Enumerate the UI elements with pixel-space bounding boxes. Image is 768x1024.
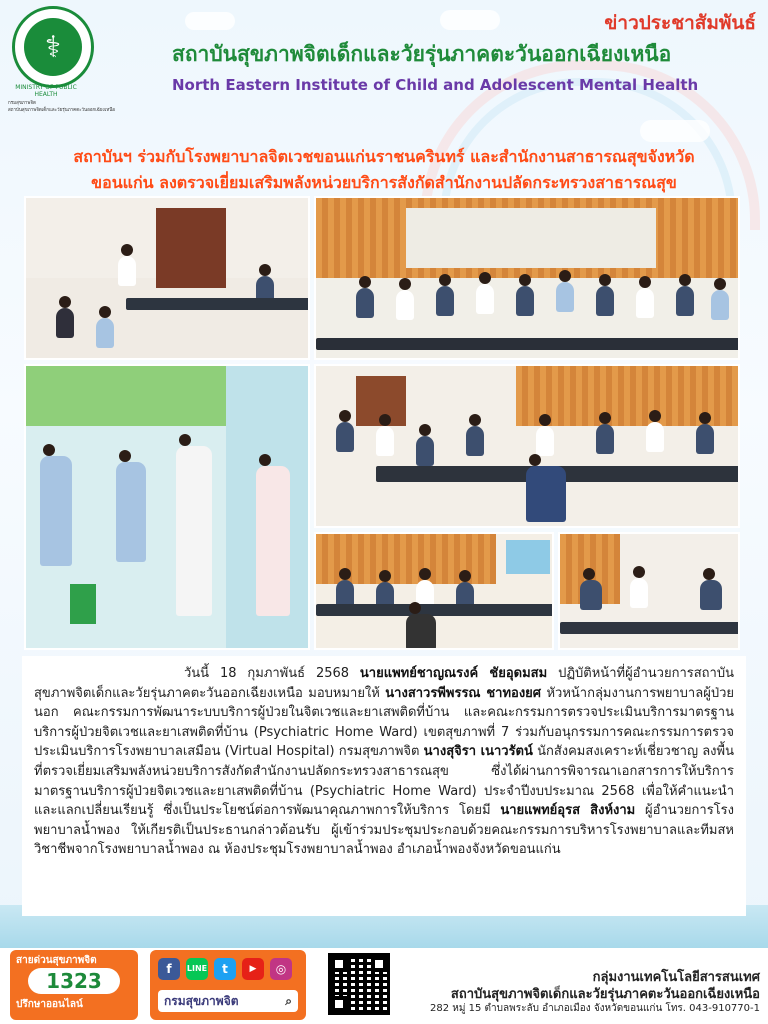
institute-name-th: สถาบันสุขภาพจิตเด็กและวัยรุ่นภาคตะวันออกเฉียงเหนือ: [172, 42, 672, 66]
hotline-number: 1323: [28, 968, 120, 994]
hotline-label: สายด่วนสุขภาพจิต: [16, 955, 97, 966]
logo-caption: [8, 100, 118, 114]
institute-name-en: North Eastern Institute of Child and Adolescent Mental Health: [172, 76, 699, 94]
headline-line-2: ขอนแก่น ลงตรวจเยี่ยมเสริมพลังหน่วยบริการสังกัดสำนักงานปลัดกระทรวงสาธารณสุข: [91, 173, 677, 192]
background-cloud: [440, 10, 500, 30]
background-cloud: [640, 120, 710, 142]
logo-caption-line: กรมสุขภาพจิต: [8, 101, 36, 106]
background-cloud: [185, 12, 235, 30]
qr-finder: [331, 956, 347, 972]
qr-finder: [371, 956, 387, 972]
hotline-banner[interactable]: [10, 950, 138, 1020]
pr-label: ข่าวประชาสัมพันธ์: [604, 12, 756, 34]
person-name: นายแพทย์ชาญณรงค์ ชัยอุดมสม: [359, 666, 548, 681]
hotline-online-label: ปรึกษาออนไลน์: [16, 999, 83, 1010]
photo-group-hearts: [314, 196, 740, 360]
footer-address: 282 หมู่ 15 ตำบลพระลับ อำเภอเมือง จังหวัดขอนแก่น โทร. 043-910770-1: [430, 1003, 760, 1014]
article-text: ปฏิบัติหน้าที่ผู้อำนวยการสถาบันสุขภาพจิตเด็กและวัยรุ่นภาคตะวันออกเฉียงเหนือ มอบหมายให้: [34, 666, 734, 701]
ministry-logo: [12, 6, 94, 88]
photo-meeting-room-2: [314, 364, 740, 528]
article-text: ผู้อำนวยการโรงพยาบาลน้ำพอง ให้เกียรติเป็นประธานกล่าวต้อนรับ ผู้เข้าร่วมประชุมประกอบด้วยคณะกรรมการบริหารโรงพยาบาลและทีมสหวิชาชีพจากโรงพยาบาลน้ำพอง ณ ห้องประชุมโรงพยาบาลน้ำพอง อำเภอน้ำพองจังหวัดขอนแก่น: [34, 803, 734, 858]
logo-caption-line: สถาบันสุขภาพจิตเด็กและวัยรุ่นภาคตะวันออกเฉียงเหนือ: [8, 108, 115, 113]
search-label: กรมสุขภาพจิต: [164, 994, 239, 1008]
qr-finder: [331, 996, 347, 1012]
photo-meeting-room-1: [24, 196, 310, 360]
line-icon[interactable]: LINE: [186, 958, 208, 980]
article-body: [22, 656, 746, 916]
person-name: นางสาวรพีพรรณ ชาทองยศ: [385, 685, 542, 701]
caduceus-icon: ⚕: [24, 18, 82, 76]
person-name: นางสุจิรา เนาวรัตน์: [423, 744, 533, 760]
article-text: นักสังคมสงเคราะห์เชี่ยวชาญ ลงพื้นที่ตรวจเยี่ยมเสริมพลังหน่วยบริการสังกัดสำนักงานปลัดกระทรวงสาธารณสุข ซึ่งได้ผ่านการพิจารณาเอกสารการให้บริการมาตรฐานบริการผู้ป่วยจิตเวชและยาเสพติดที่บ้าน (Psychiatric Home Ward) ประจำปีงบประมาณ 2568 เพื่อให้คำแนะนำและแลกเปลี่ยนเรียนรู้ ซึ่งเป็นประโยชน์ต่อการพัฒนาคุณภาพการให้บริการ โดยมี: [34, 744, 734, 819]
photo-meeting-room-3: [314, 532, 554, 650]
search-icon: ⌕: [285, 994, 292, 1008]
footer-department: กลุ่มงานเทคโนโลยีสารสนเทศ: [592, 970, 760, 985]
social-banner: [150, 950, 306, 1020]
photo-meeting-room-4: [558, 532, 740, 650]
logo-ring-text: MINISTRY OF PUBLIC HEALTH: [15, 84, 77, 98]
headline: [0, 144, 768, 196]
article-text: วันนี้ 18 กุมภาพันธ์ 2568: [184, 666, 360, 681]
footer-institute: สถาบันสุขภาพจิตเด็กและวัยรุ่นภาคตะวันออกเฉียงเหนือ: [450, 987, 760, 1002]
search-box[interactable]: [158, 990, 298, 1012]
twitter-icon[interactable]: t: [214, 958, 236, 980]
facebook-icon[interactable]: f: [158, 958, 180, 980]
article-text: หัวหน้ากลุ่มงานการพยาบาลผู้ป่วยนอก คณะกรรมการพัฒนาระบบบริการผู้ป่วยในจิตเวชและยาเสพติดที่บ้าน และคณะกรรมการตรวจประเมินบริการมาตรฐานบริการผู้ป่วยจิตเวชและยาเสพติดที่บ้าน (Psychiatric Home Ward) เขตสุขภาพที่ 7 ร่วมกับอนุกรรมการคณะกรรมการตรวจประเมินบริการโรงพยาบาลเสมือน (Virtual Hospital) กรมสุขภาพจิต: [34, 685, 734, 760]
person-name: นายแพทย์อุรส สิงห์งาม: [500, 803, 636, 819]
youtube-icon[interactable]: ▶: [242, 958, 264, 980]
instagram-icon[interactable]: ◎: [270, 958, 292, 980]
qr-code[interactable]: [328, 953, 390, 1015]
headline-line-1: สถาบันฯ ร่วมกับโรงพยาบาลจิตเวชขอนแก่นราชนครินทร์ และสำนักงานสาธารณสุขจังหวัด: [73, 147, 695, 166]
photo-site-visit: [24, 364, 310, 650]
